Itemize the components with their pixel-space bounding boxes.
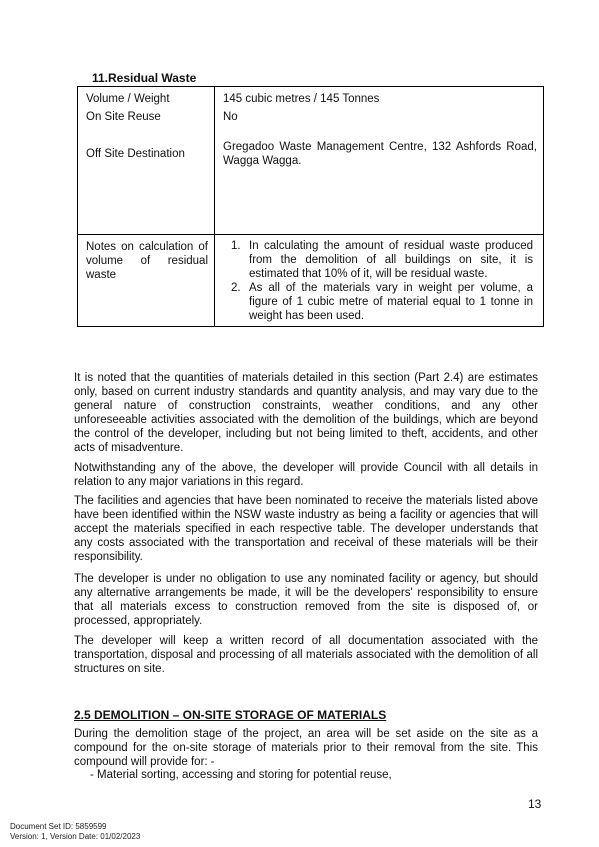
paragraph-obligation: The developer is under no obligation to use any nominated facility or agency, but should any alternative arrangements be made, it will be the developers' responsibility to ensure that all materials excess to construction removed from the site is disposed of, or processed, appropriately. [74, 573, 538, 627]
paragraph-compound: During the demolition stage of the project, an area will be set aside on the site as a compound for the on-site storage of materials prior to their removal from the site. This compound will provide for: - [74, 728, 538, 768]
volume-value: 145 cubic metres / 145 Tonnes [223, 93, 380, 105]
destination-label: Off Site Destination [86, 148, 185, 160]
destination-value: Gregadoo Waste Management Centre, 132 Ashfords Road, Wagga Wagga. [223, 141, 537, 167]
note-item [215, 239, 533, 281]
volume-label: Volume / Weight [86, 93, 170, 105]
notes-cell [215, 235, 544, 327]
values-cell [215, 87, 544, 235]
note-number: 1. [231, 240, 241, 252]
section-heading-demolition: 2.5 DEMOLITION – ON-SITE STORAGE OF MATERIALS [74, 708, 387, 722]
notes-label-cell [78, 235, 215, 327]
note-text: In calculating the amount of residual waste produced from the demolition of all buildings on site, it is estimated that 10% of it, will be residual waste. [249, 240, 533, 280]
version-info: Version: 1, Version Date: 01/02/2023 [10, 832, 141, 841]
page-number: 13 [528, 797, 542, 811]
paragraph-variations: Notwithstanding any of the above, the developer will provide Council with all details in relation to any major variations in this regard. [74, 462, 538, 488]
document-set-id: Document Set ID: 5859599 [10, 822, 107, 831]
note-item [215, 281, 533, 323]
note-text: As all of the materials vary in weight per volume, a figure of 1 cubic metre of material equal to 1 tonne in weight has been used. [249, 282, 533, 322]
reuse-value: No [223, 111, 238, 123]
document-footer [10, 822, 140, 842]
paragraph-estimates: It is noted that the quantities of materials detailed in this section (Part 2.4) are estimates only, based on current industry standards and quantity analysis, and may vary due to the general nature of construction constraints, weather conditions, and any other unforeseeable activities associated with the demolition of the buildings, which are beyond the control of the developer, including but not being limited to theft, accidents, and other acts of misadventure. [74, 372, 538, 454]
residual-waste-table [77, 86, 544, 327]
bullet-material-sorting: - Material sorting, accessing and storing for potential reuse, [90, 769, 392, 781]
reuse-label: On Site Reuse [86, 111, 161, 123]
note-number: 2. [231, 282, 241, 294]
section-title: 11.Residual Waste [92, 71, 197, 85]
paragraph-facilities: The facilities and agencies that have been nominated to receive the materials listed above have been identified within the NSW waste industry as being a facility or agencies that will accept the materials specified in each respective table. The developer understands that any costs associated with the transportation and receival of these materials will be their responsibility. [74, 495, 538, 563]
paragraph-records: The developer will keep a written record of all documentation associated with the transportation, disposal and processing of all materials associated with the demolition of all structures on site. [74, 635, 538, 675]
notes-label: Notes on calculation of volume of residual waste [86, 241, 208, 281]
labels-cell [78, 87, 215, 235]
